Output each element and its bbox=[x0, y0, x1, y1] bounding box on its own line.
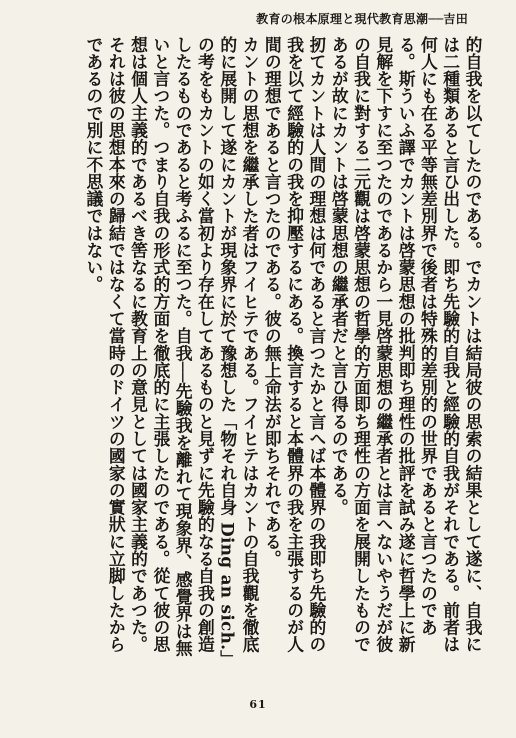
paragraph-3: カントの思想を繼承した者はフイヒテである。フイヒテはカントの自我觀を徹底的に展開して遂にカントが現象界に於て豫想した「物それ自身 Ding an sich.」の考をもカントの如く當初より存在してあるものと見ずに先驗的なる自我の創造したるものであると考ふるに至つた。自我──先驗我を離れて現象界、感覺界は無いと言つた。つまり自我の形式的方面を徹底的に主張したのである。從て彼の思想は個人主義的であるべき筈なるに教育上の意見としては國家主義的であつた。それは彼の思想本來の歸結ではなくて當時のドイツの國家の實狀に立脚したからであるので別に不思議ではない。 bbox=[83, 36, 261, 660]
paragraph-1: 的自我を以てしたのである。でカントは結局彼の思索の結果として遂に、自我には二種類あると言ひ出した。即ち先驗的自我と經驗的自我がそれである。前者は何人にも在る平等無差別界で後者は特殊的差別的の世界であると言つたのである。斯ういふ譯でカントは啓蒙思想の批判即ち理性の批評を試み遂に哲學上に新見解を下すに至つたのであるから一見啓蒙思想の繼承者とは言へないやうだが彼の自我に對する二元觀は啓蒙思想の哲學的方面即ち理性の方面を展開したものであるが故にカントは啓蒙思想の繼承者だと言ひ得るのである。 bbox=[329, 36, 483, 654]
body-text bbox=[44, 36, 484, 661]
page-number: 61 bbox=[249, 698, 267, 711]
running-head: 教育の根本原理と現代教育思潮──吉田 bbox=[256, 12, 468, 26]
paragraph-2: 扨てカントは人間の理想は何であると言つたかと言へば本體界の我即ち先驗的の我を以て經驗的の我を抑壓するにある。換言すると本體界の我を主張するのが人間の理想であると言つたのである。彼の無上命法が即ちそれである。 bbox=[262, 36, 327, 654]
